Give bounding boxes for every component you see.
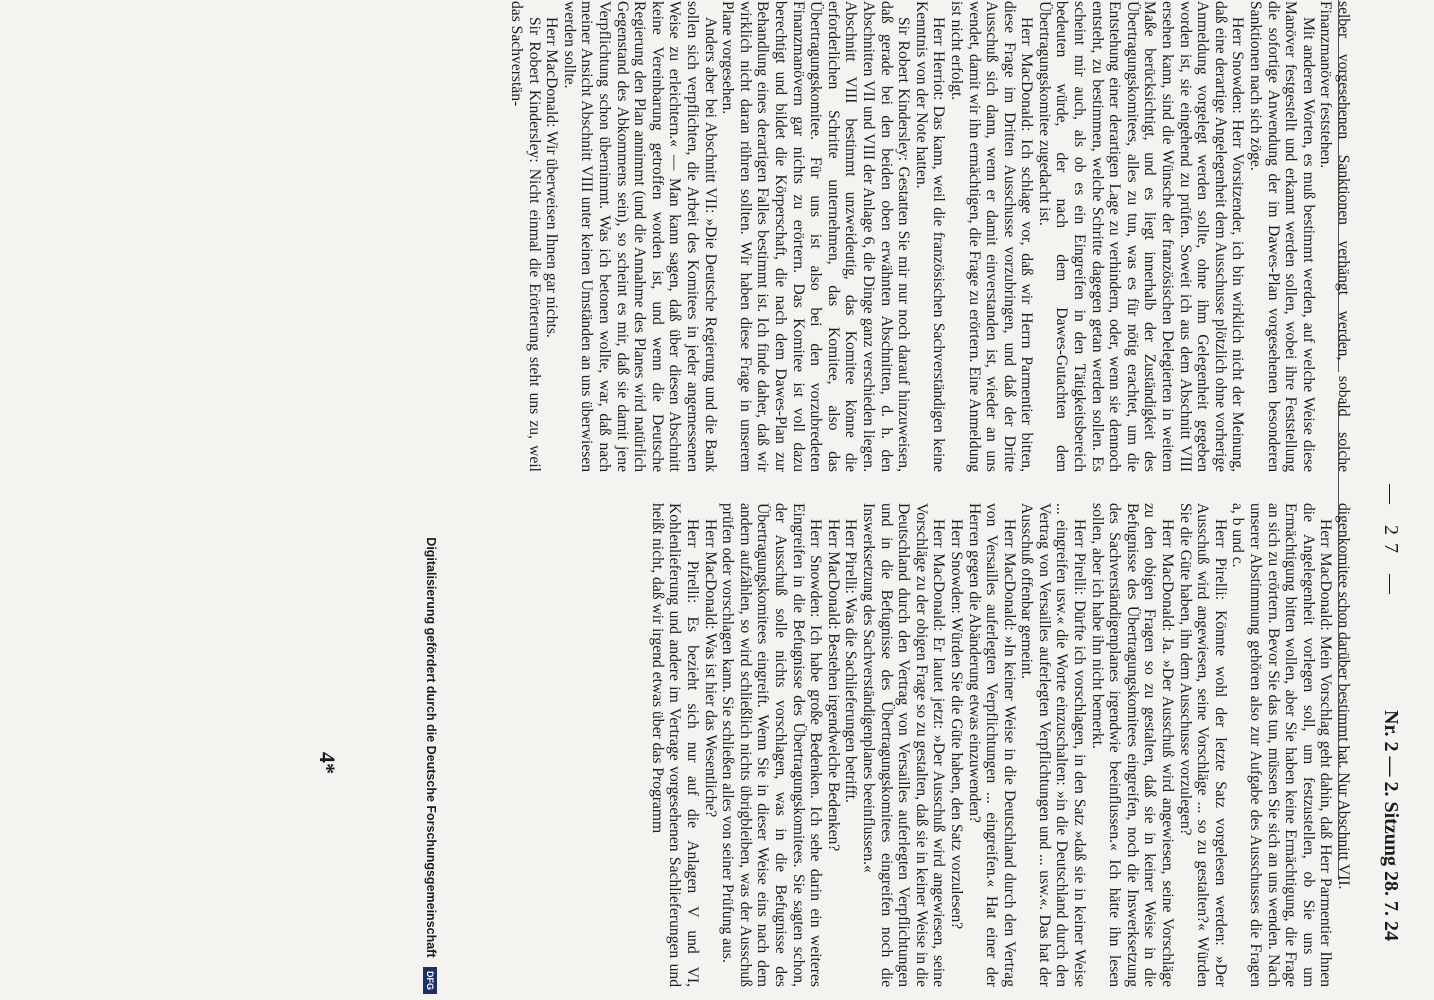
paragraph: Sir Robert Kindersley: Gestatten Sie mir nur noch darauf hinzuweisen, daß gerade bei den beiden oben erwähnten Abschnitten, d. h. den Abschnitten VII und VIII der Anlage 6, die Dinge ganz verschieden liegen. Abschnitt VIII bestimmt unzweideutig, das Komitee könne die erforderlichen Schritte unternehmen, das Komitee, also das Übertragungskomitee. Für uns ist also bei den vorzubredeten Finanzmanövern gar nichts zu erörtern. Das Komitee ist voll dazu berechtigt und bildet die Körperschaft, die nach dem Dawes-Plan zur Behandlung eines derartigen Falles bestimmt ist. Ich finde daher, daß wir wirklich nicht daran rühren sollten. Wir haben diese Frage in unserem Plane vorgesehen. (719, 1, 913, 472)
paragraph: Herr MacDonald: Was ist hier das Wesentliche? (701, 519, 719, 818)
page-number: — 27 — (1380, 484, 1402, 602)
digitization-credit (418, 6, 438, 994)
paragraph: Sir Robert Kindersley: Nicht einmal die Erörterung steht uns zu, weil das Sachverstän- (508, 1, 543, 472)
paragraph: Herr MacDonald: »In keiner Weise in die Deutschland durch den Vertrag von Versailles auferlegten Verpflichtungen ... eingreifen.« Hat einer der Herren gegen die Abänderung etwas einzuwenden? (965, 503, 1018, 987)
paragraph: Herr Snowden: Würden Sie die Güte haben, den Satz vorzulesen? (947, 519, 965, 930)
paragraph: Herr Pirelli: Es bezieht sich nur auf die Anlagen V und VI, Kohlenlieferung und andere im Vertrage vorgesehenen Sachlieferungen und heißt nicht, daß wir irgend etwas über das Programm (648, 503, 702, 987)
paragraph: Mit anderen Worten, es muß bestimmt werden, auf welche Weise diese Manöver festgestellt und erkannt werden sollen, wobei ihre Feststellung die sofortige Anwendung der im Dawes-Plan vorgesehenen besonderen Sanktionen nach sich zöge. (1247, 1, 1317, 472)
paragraph: Herr MacDonald: Bestehen irgendwelche Bedenken? (824, 519, 842, 852)
paragraph: Herr MacDonald: Ich schlage vor, daß wir Herrn Parmentier bitten, diese Frage im Dritten Ausschusse vorzubringen, und daß der Dritte Ausschuß sich dann, wenn er damit einverstanden ist, wieder an uns wendet, damit wir ihn ermächtigen, die Frage zu erörtern. Eine Anmeldung ist nicht erfolgt. (947, 1, 1036, 472)
sitting-label: Nr. 2 — 2. Sitzung 28. 7. 24 (1380, 710, 1402, 941)
paragraph: Herr Pirelli: Könnte wohl der letzte Satz vorgelesen werden: »Der Ausschuß wird angewiesen, seine Vorschläge ... so zu gestalten?« Würden Sie die Güte haben, ihn dem Ausschusse vorzulegen? (1176, 503, 1229, 987)
paragraph: Herr MacDonald: Ja. »Der Ausschuß wird angewiesen, seine Vorschläge zu den obigen Fragen so zu gestalten, daß sie in keiner Weise in die Befugnisse des Übertragungskomitees eingreifen, noch die Inswerksetzung des Sachverständigenplanes irgendwie beeinflussen.« Ich hätte ihn lesen sollen, aber ich habe ihn nicht bemerkt. (1088, 503, 1177, 987)
paragraph: Herr MacDonald: Mein Vorschlag geht dahin, daß Herr Parmentier Ihnen die Angelegenheit vorlegen soll, um festzustellen, ob Sie uns um Ermächtigung bitten wollen, aber Sie haben keine Ermächtigung, die Frage an sich zu erörtern. Bevor Sie das tun, müssen Sie sich an uns wenden. Nach unserer Abstimmung gehören also zur Aufgabe des Ausschusses die Fragen a, b und c. (1229, 503, 1335, 987)
credit-text: Digitalisierung gefördert durch die Deutsche Forschungsgemeinschaft (424, 537, 438, 958)
paragraph: digenkomitee schon darüber bestimmt hat. Nur Abschnitt VII. (1335, 503, 1352, 890)
paragraph: Herr MacDonald: Er lautet jetzt: »Der Ausschuß wird angewiesen, seine Vorschläge zu der obigen Frage so zu gestalten, daß sie in keiner Weise in die Deutschland durch den Vertrag von Versailles auferlegten Verpflichtungen und in die Befugnisse des Übertragungskomitees eingreifen noch die Inswerksetzung des Sachverständigenplanes beeinflussen.« (859, 503, 948, 987)
paragraph: Herr Snowden: Herr Vorsitzender, ich bin wirklich nicht der Meinung, daß eine derartige Angelegenheit dem Ausschusse plötzlich ohne vorherige Anmeldung vorgelegt werden sollte, ohne ihm Gelegenheit gegeben worden ist, sie eingehend zu prüfen. Soweit ich aus dem Abschnitt VIII ersehen kann, sind die Wünsche der französischen Delegierten in weitem Maße berücksichtigt, und es liegt innerhalb der Zuständigkeit des Übertragungskomitees, alles zu tun, was es für nötig erachtet, um die Entstehung einer derartigen Lage zu verhindern, oder, wenn sie dennoch entsteht, zu bestimmen, welche Schritte dagegen getan werden sollen. Es scheint mir auch, als ob es ein Eingreifen in den Tätigkeitsbereich bedeuten würde, der nach dem Dawes-Gutachten dem Übertragungskomitee zugedacht ist. (1035, 1, 1247, 472)
paragraph: Herr Snowden: Ich habe große Bedenken. Ich sehe darin ein weiteres Eingreifen in die Befugnisse des Übertragungskomitees. Sie sagten schon, der Ausschuß solle nichts vorschlagen, was in die Befugnisse des Übertragungskomitees eingreift. Wenn Sie in dieser Weise eins nach dem andern aufzählen, so wird schließlich nichts übrigbleiben, was der Ausschuß prüfen oder vorschlagen kann. Sie schließen alles von seiner Prüfung aus. (719, 503, 825, 987)
paragraph: Anders aber bei Abschnitt VII: »Die Deutsche Regierung und die Bank sollen sich verpflichten, die Arbeit des Komitees in jeder angemessenen Weise zu erleichtern.« — Man kann sagen, daß über diesen Abschnitt keine Vereinbarung getroffen worden ist, und wenn die Deutsche Regierung den Plan annimmt (und die Annahme des Planes wird natürlich Gegenstand des Abkommens sein), so scheint es mir, daß sie damit jene Verpflichtung schon übernimmt. Was ich betonen wollte, war, daß nach meiner Ansicht Abschnitt VIII unter keinen Umständen an uns überwiesen werden sollte. (560, 1, 719, 472)
paragraph: selber vorgesehenen Sanktionen verhängt werden, sobald solche Finanzmanöver feststehen. (1317, 1, 1352, 472)
paragraph: Herr Pirelli: Was die Sachlieferungen betrifft. (842, 519, 860, 803)
paragraph: Herr Pirelli: Dürfte ich vorschlagen, in den Satz »daß sie in keiner Weise ... eingreifen usw.« die Worte einzuschalten: »in die Deutschland durch den Vertrag von Versailles auferlegten Verpflichtungen und ... usw.«. Das hat der Ausschuß offenbar gemeint. (1018, 503, 1089, 987)
right-column (648, 503, 1352, 987)
sitting-header (1372, 710, 1402, 998)
paragraph: Herr MacDonald: Wir überweisen Ihnen gar nichts. (543, 17, 561, 338)
signature-mark: 4* (315, 752, 340, 774)
left-column (508, 1, 1353, 472)
paragraph: Herr Herriot: Das kann, weil die französischen Sachverständigen keine Kenntnis von der Note hatten. (912, 1, 948, 472)
dfg-logo: DFG (423, 967, 437, 994)
